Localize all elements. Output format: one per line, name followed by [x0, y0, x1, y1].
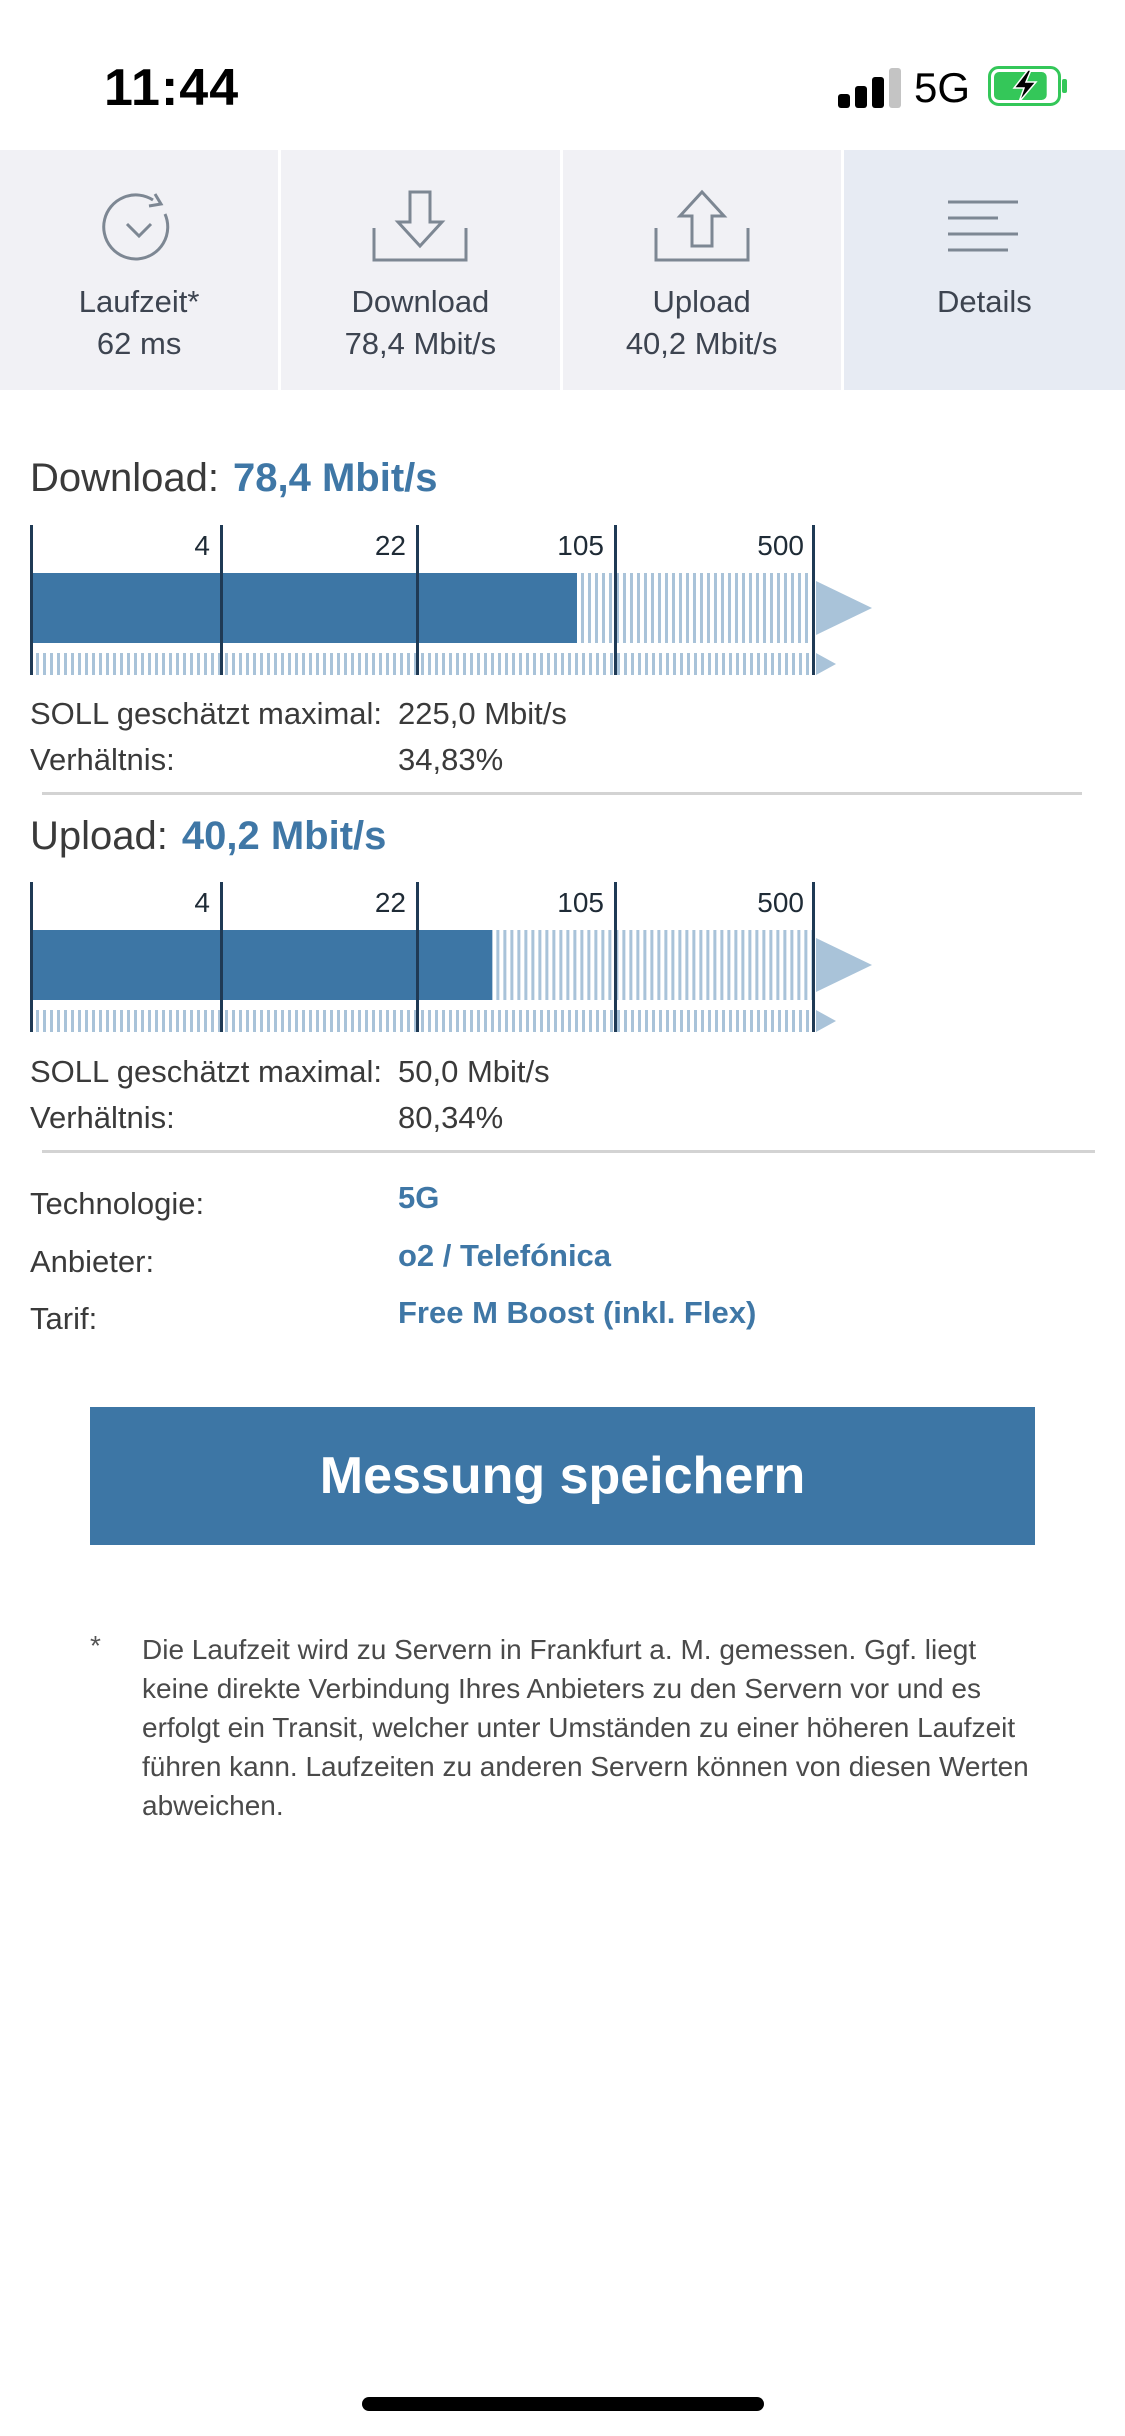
upload-bar-remaining-stripes: [496, 930, 814, 1000]
upload-title-label: Upload:: [30, 814, 168, 858]
upload-measured-bar: [30, 930, 492, 1000]
upload-tick-105: [614, 882, 617, 1032]
upload-divider: [42, 1150, 1095, 1153]
tab-details[interactable]: [844, 150, 1125, 390]
tab-latency-value: 62 ms: [96, 326, 182, 361]
download-scale-label-4: 4: [194, 530, 210, 561]
network-type-label: 5G: [914, 64, 971, 111]
status-time: 11:44: [104, 59, 240, 117]
battery-charging-icon: [988, 66, 1068, 106]
tariff-value: Free M Boost (inkl. Flex): [398, 1295, 757, 1330]
upload-tick-500: [812, 882, 815, 1032]
download-divider: [42, 792, 1082, 795]
download-scale-label-105: 105: [557, 530, 604, 561]
download-ratio-label: Verhältnis:: [30, 742, 175, 777]
tab-download-value: 78,4 Mbit/s: [344, 326, 497, 361]
upload-ratio-value: 80,34%: [398, 1100, 504, 1135]
download-measured-bar: [30, 573, 577, 643]
download-icon: [370, 188, 470, 268]
download-ratio-row: [30, 742, 504, 778]
download-title-value: 78,4 Mbit/s: [233, 456, 438, 500]
tab-upload-label: Upload: [652, 284, 751, 319]
upload-title-value: 40,2 Mbit/s: [181, 814, 387, 858]
tab-latency-label: Laufzeit*: [78, 284, 200, 319]
download-title-label: Download:: [30, 456, 220, 500]
upload-ratio-label: Verhältnis:: [30, 1100, 175, 1135]
download-tick-500: [812, 525, 815, 675]
result-tabs: [0, 150, 1125, 390]
tab-download-label: Download: [351, 284, 490, 319]
latency-icon: [99, 188, 179, 268]
download-soll-row: [30, 696, 567, 732]
upload-title: [30, 814, 386, 859]
upload-reference-stripes: [36, 1010, 809, 1032]
provider-value: o2 / Telefónica: [398, 1238, 612, 1273]
tab-upload[interactable]: [563, 150, 844, 390]
tab-latency[interactable]: [0, 150, 281, 390]
footnote-text: Die Laufzeit wird zu Servern in Frankfurt a. M. gemessen. Ggf. liegt keine direkte Verbindung Ihres Anbieters zu den Servern vor und es erfolgt ein Transit, welcher unter Umständen zu einer höheren Laufzeit führen kann. Laufzeiten zu anderen Servern können von diesen Werten abweichen.: [142, 1634, 1029, 1821]
tab-upload-value: 40,2 Mbit/s: [625, 326, 778, 361]
upload-scale-label-22: 22: [374, 887, 406, 918]
upload-scale-arrow: [816, 938, 872, 992]
download-scale-label-500: 500: [757, 530, 804, 561]
download-speed-gauge: [30, 525, 880, 675]
upload-scale-label-500: 500: [757, 887, 804, 918]
technology-value: 5G: [398, 1180, 440, 1215]
footnote-marker: *: [90, 1630, 101, 1661]
download-reference-arrow: [816, 653, 836, 675]
upload-icon: [652, 188, 752, 268]
download-tick-4: [220, 525, 223, 675]
technology-label: Technologie:: [30, 1186, 205, 1221]
details-icon: [944, 188, 1024, 268]
save-measurement-button[interactable]: Messung speichern: [90, 1407, 1035, 1545]
upload-soll-row: [30, 1054, 550, 1090]
upload-scale-label-105: 105: [557, 887, 604, 918]
upload-speed-gauge: [30, 882, 880, 1032]
upload-soll-value: 50,0 Mbit/s: [398, 1054, 550, 1089]
upload-tick-origin: [30, 882, 33, 1032]
download-tick-origin: [30, 525, 33, 675]
provider-label: Anbieter:: [30, 1244, 155, 1279]
download-scale-label-22: 22: [374, 530, 406, 561]
download-scale-arrow: [816, 581, 872, 635]
upload-ratio-row: [30, 1100, 504, 1136]
tab-download[interactable]: [281, 150, 562, 390]
download-soll-label: SOLL geschätzt maximal:: [30, 696, 383, 731]
upload-tick-22: [416, 882, 419, 1032]
cellular-signal-icon: [838, 68, 902, 108]
download-title: [30, 456, 438, 501]
upload-scale-label-4: 4: [194, 887, 210, 918]
home-indicator[interactable]: [362, 2397, 764, 2411]
tab-details-label: Details: [936, 284, 1032, 319]
tariff-label: Tarif:: [30, 1301, 98, 1336]
download-reference-stripes: [36, 653, 809, 675]
download-soll-value: 225,0 Mbit/s: [398, 696, 567, 731]
download-tick-105: [614, 525, 617, 675]
upload-reference-arrow: [816, 1010, 836, 1032]
download-tick-22: [416, 525, 419, 675]
status-bar: [0, 0, 1125, 150]
download-ratio-value: 34,83%: [398, 742, 504, 777]
upload-tick-4: [220, 882, 223, 1032]
upload-soll-label: SOLL geschätzt maximal:: [30, 1054, 383, 1089]
